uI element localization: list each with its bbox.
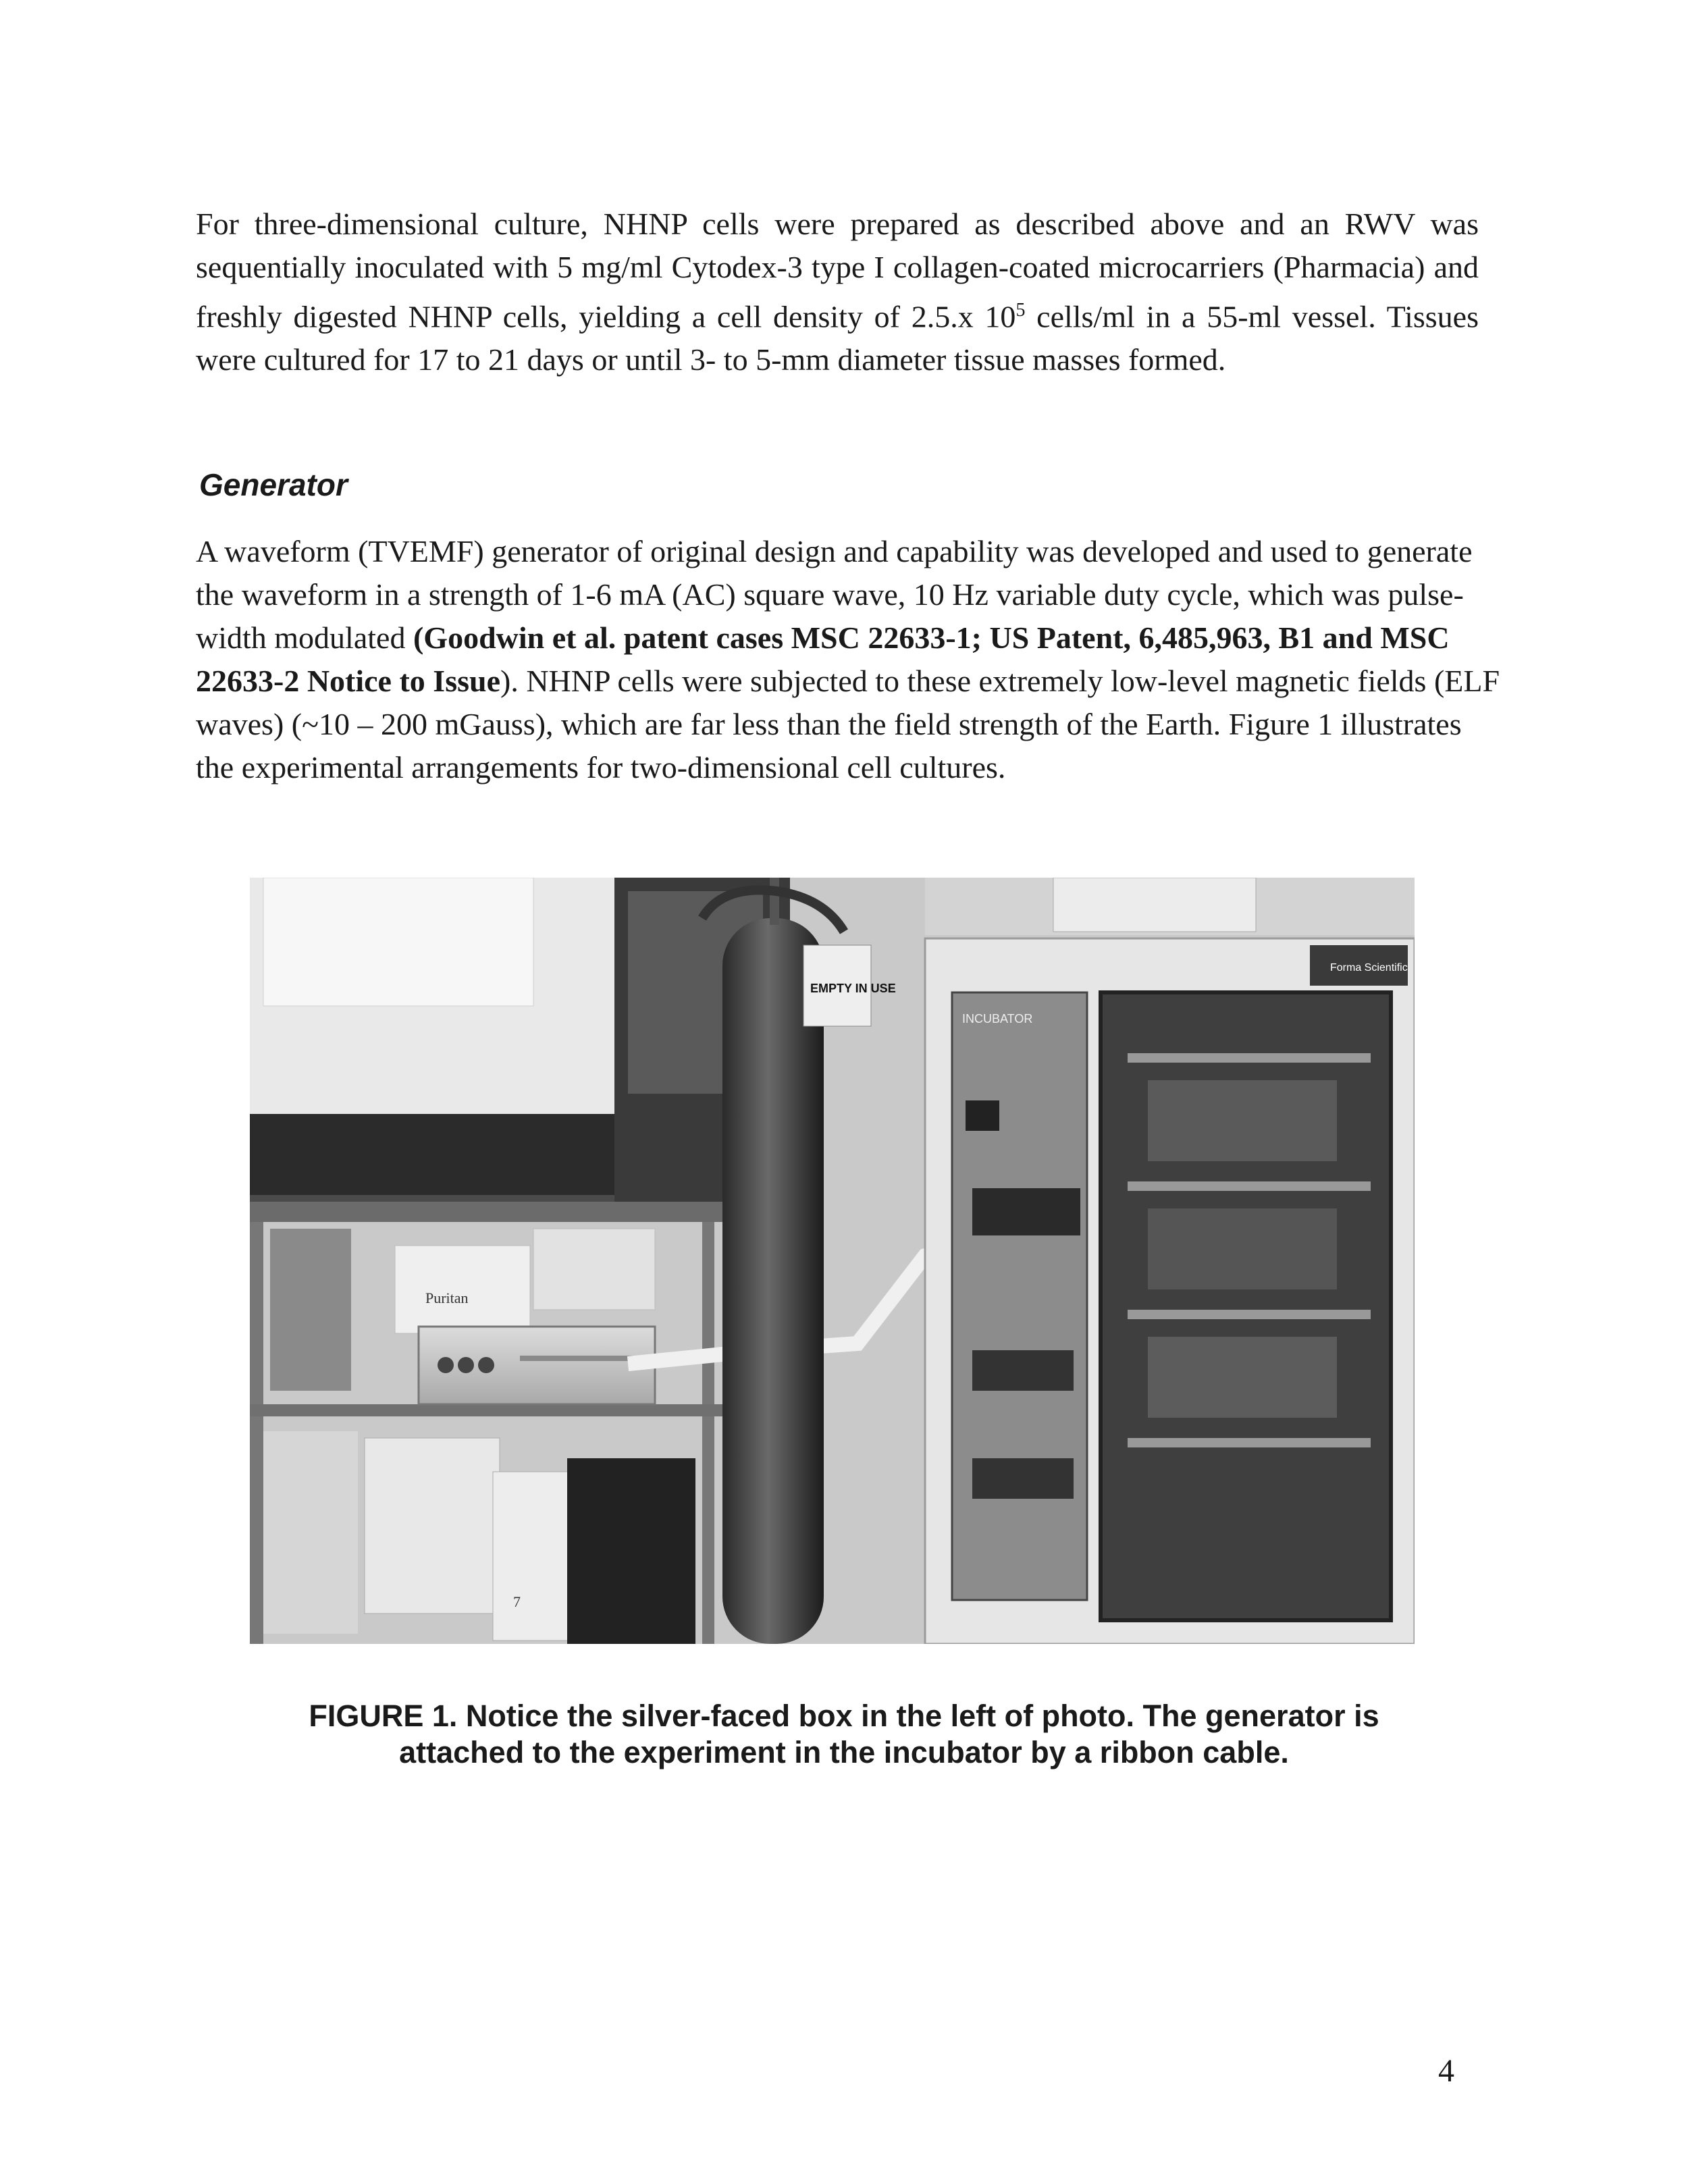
patent-reference: (Goodwin et al. patent cases MSC 22633-1; US Patent, 6,485,963, B1 and MSC 22633-2 Notice to Issue — [196, 620, 1450, 698]
paragraph-3d-culture: For three-dimensional culture, NHNP cells were prepared as described above and an RWV was sequentially inoculated with 5 mg/ml Cytodex-3 type I collagen-coated microcarriers (Pharmacia) and freshly digested NHNP cells, yielding a cell density of 2.5.x $10^5$ cells/ml in a 55-ml vessel. Tissues were cultured for 17 to 21 days or until 3- to 5-mm diameter tissue masses formed. — [196, 207, 1479, 377]
figure-caption — [203, 1698, 1485, 1771]
tank-tag: EMPTY IN USE — [810, 982, 896, 995]
caption-line-1: FIGURE 1. Notice the silver-faced box in the left of photo. The generator is — [309, 1699, 1379, 1733]
caption-line-2: attached to the experiment in the incubator by a ribbon cable. — [399, 1735, 1289, 1769]
incubator-label: INCUBATOR — [962, 1012, 1033, 1026]
incubator-brand: Forma Scientific — [1330, 962, 1408, 974]
section-heading-generator: Generator — [199, 467, 348, 502]
exponent: 5 — [1016, 300, 1026, 321]
box-label: Puritan — [425, 1289, 469, 1306]
shelf-number: 7 — [513, 1593, 521, 1610]
figure-1-photo — [250, 878, 1415, 1644]
page-number: 4 — [1438, 2053, 1454, 2089]
paragraph-generator: A waveform (TVEMF) generator of original design and capability was developed and used to generate the waveform in a strength of 1-6 mA (AC) square wave, 10 Hz variable duty cycle, which was pulse-width modulated (Goodwin et al. patent cases MSC 22633-1; US Patent, 6,485,963, B1 and MSC 22633-2 Notice to Issue). NHNP cells were subjected to these extremely low-level magnetic fields (ELF waves) (~10 – 200 mGauss), which are far less than the field strength of the Earth. Figure 1 illustrates the experimental arrangements for two-dimensional cell cultures. — [196, 534, 1500, 784]
